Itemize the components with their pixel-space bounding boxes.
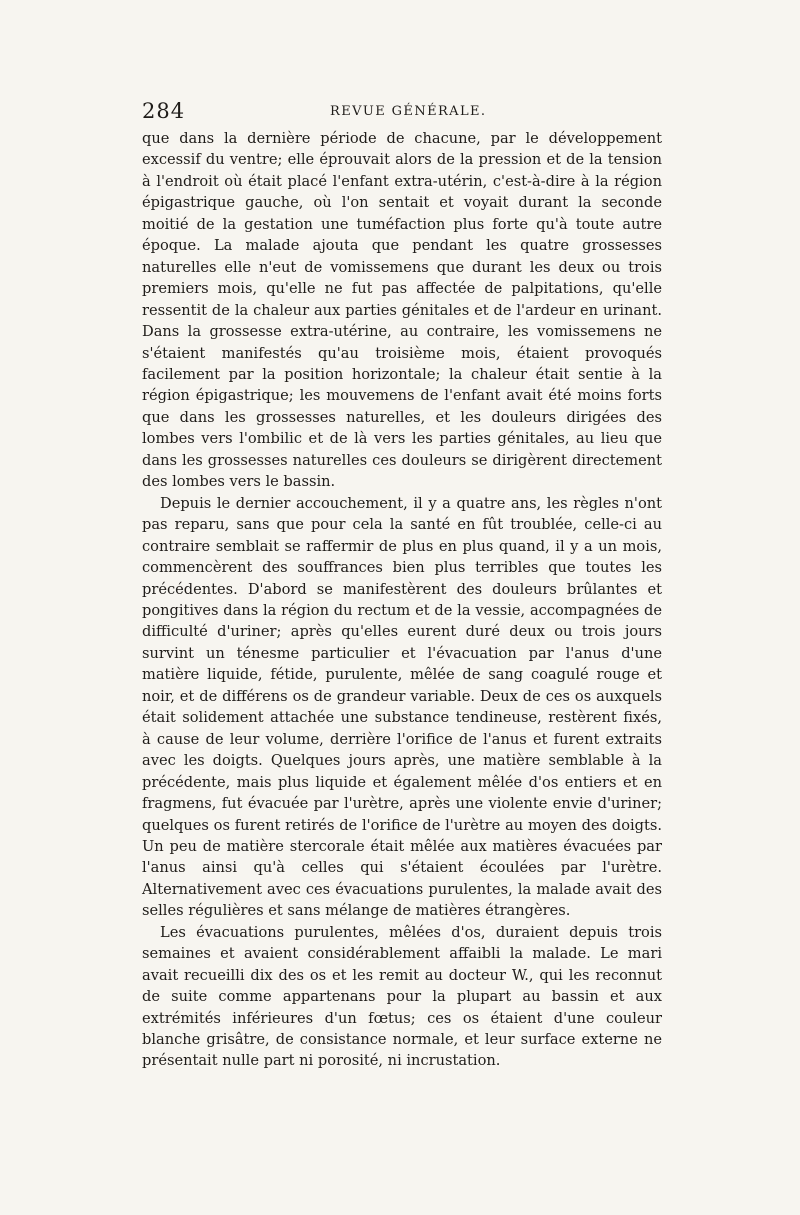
paragraph-1: que dans la dernière période de chacune, par le développement excessif du ventre; elle éprouvait alors de la pression et de la tension à l'endroit où était placé l'enfant extra-utérin, c'est-à-dire à la région épigastrique gauche, où l'on sentait et voyait durant la seconde moitié de la gestation une tuméfaction plus forte qu'à toute autre époque. La malade ajouta que pendant les quatre grossesses naturelles elle n'eut de vomissemens que durant les deux ou trois premiers mois, qu'elle ne fut pas affectée de palpitations, qu'elle ressentit de la chaleur aux parties génitales et de l'ardeur en urinant. Dans la grossesse extra-utérine, au contraire, les vomissemens ne s'étaient manifestés qu'au troisième mois, étaient provoqués facilement par la position horizontale; la chaleur était sentie à la région épigastrique; les mouvemens de l'enfant avait été moins forts que dans les grossesses naturelles, et les douleurs dirigées des lombes vers l'ombilic et de là vers les parties génitales, au lieu que dans les grossesses naturelles ces douleurs se dirigèrent directement des lombes vers le bassin. — [142, 130, 662, 491]
body-text — [142, 128, 662, 1072]
running-head: REVUE GÉNÉRALE. — [330, 104, 487, 119]
page-number: 284 — [142, 99, 186, 123]
page-header — [142, 99, 662, 125]
paragraph-2: Depuis le dernier accouchement, il y a quatre ans, les règles n'ont pas reparu, sans que pour cela la santé en fût troublée, celle-ci au contraire semblait se raffermir de plus en plus quand, il y a un mois, commencèrent des souffrances bien plus terribles que toutes les précédentes. D'abord se manifestèrent des douleurs brûlantes et pongitives dans la région du rectum et de la vessie, accompagnées de difficulté d'uriner; après qu'elles eurent duré deux ou trois jours survint un ténesme particulier et l'évacuation par l'anus d'une matière liquide, fétide, purulente, mêlée de sang coagulé rouge et noir, et de différens os de grandeur variable. Deux de ces os auxquels était solidement attachée une substance tendineuse, restèrent fixés, à cause de leur volume, derrière l'orifice de l'anus et furent extraits avec les doigts. Quelques jours après, une matière semblable à la précédente, mais plus liquide et également mêlée d'os entiers et en fragmens, fut évacuée par l'urètre, après une violente envie d'uriner; quelques os furent retirés de l'orifice de l'urètre au moyen des doigts. Un peu de matière stercorale était mêlée aux matières évacuées par l'anus ainsi qu'à celles qui s'étaient écoulées par l'urètre. Alternativement avec ces évacuations purulentes, la malade avait des selles régulières et sans mélange de matières étrangères. — [142, 494, 662, 920]
paragraph-3: Les évacuations purulentes, mêlées d'os, duraient depuis trois semaines et avaient considérablement affaibli la malade. Le mari avait recueilli dix des os et les remit au docteur W., qui les reconnut de suite comme appartenans pour la plupart au bassin et aux extrémités inférieures d'un fœtus; ces os étaient d'une couleur blanche grisâtre, de consistance normale, et leur surface externe ne présentait nulle part ni porosité, ni incrustation. — [142, 923, 662, 1070]
